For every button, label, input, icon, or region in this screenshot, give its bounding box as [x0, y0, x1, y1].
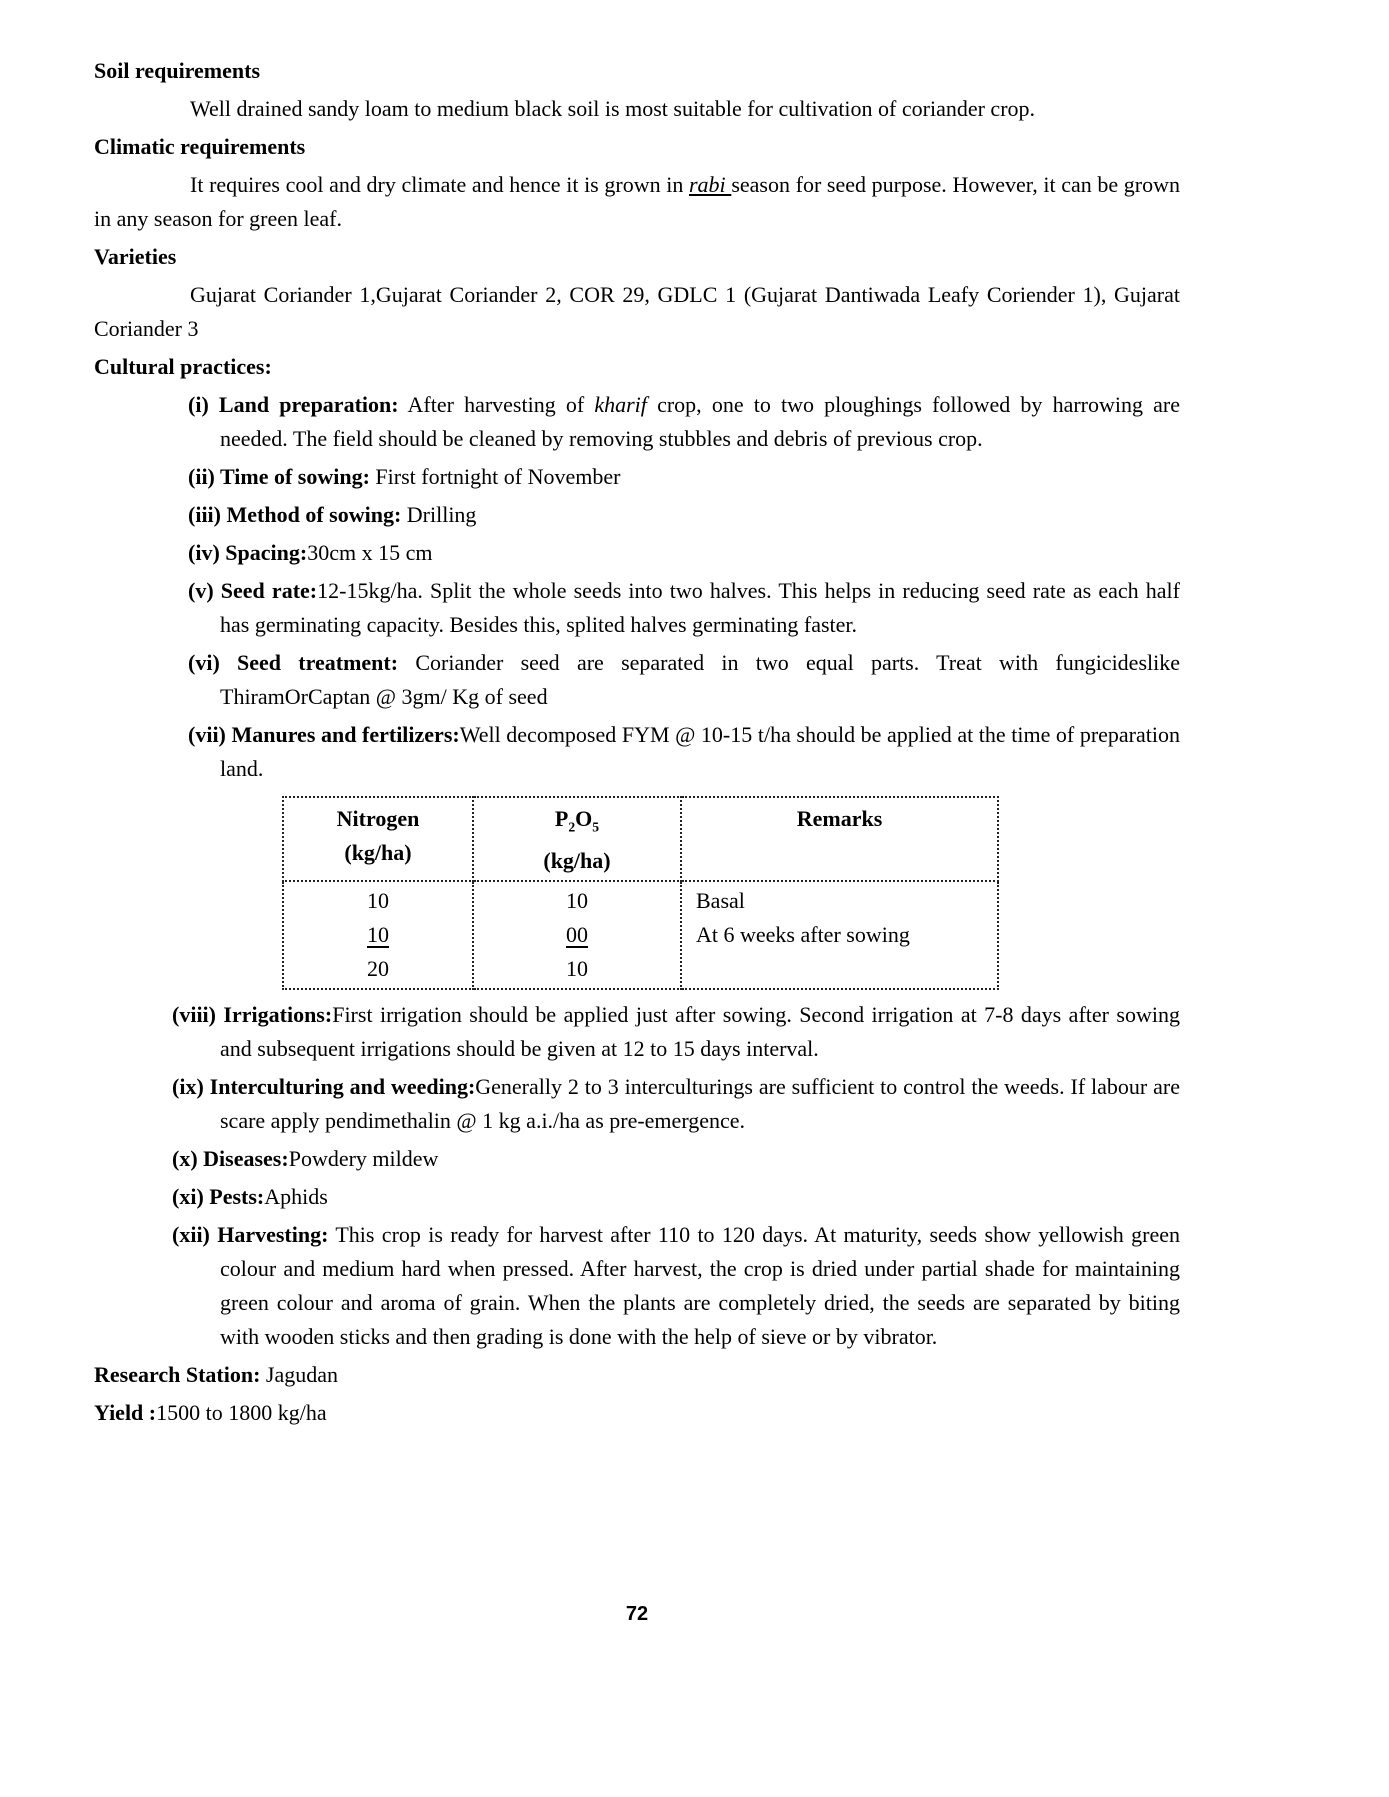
nitrogen-header-unit: (kg/ha) — [344, 840, 412, 865]
yield-label: Yield : — [94, 1400, 157, 1426]
practice-text-xii: This crop is ready for harvest after 110 to 120 days. At maturity, seeds show yellowish green colour and medium hard when pressed. After harvest, the crop is dried under partial shade for maintaining green colour and aroma of grain. When the plants are completely dried, the seeds are separated by biting with wooden sticks and then grading is done with the help of sieve or by vibrator. — [220, 1222, 1180, 1350]
yield-line — [94, 1396, 1180, 1430]
paragraph-soil: Well drained sandy loam to medium black soil is most suitable for cultivation of coriander crop. — [190, 96, 1036, 121]
practice-label-ix: (ix) Interculturing and weeding: — [172, 1074, 476, 1100]
remark-value-2: At 6 weeks after sowing — [696, 922, 910, 948]
heading-climatic-requirements: Climatic requirements — [94, 134, 306, 159]
p2o5-header-unit: (kg/ha) — [543, 848, 611, 874]
heading-soil-requirements: Soil requirements — [94, 58, 261, 83]
practice-item-x — [94, 1142, 1180, 1176]
practice-item-vi — [94, 646, 1180, 714]
nitrogen-value-2: 10 — [367, 922, 389, 948]
nitrogen-value-3: 20 — [367, 956, 389, 982]
practice-text-v: 12-15kg/ha. Split the whole seeds into two halves. This helps in reducing seed rate as each half has germinating capacity. Besides this, splited halves germinating faster. — [220, 578, 1180, 637]
practice-item-iv — [94, 536, 1180, 570]
remark-value-3 — [696, 952, 993, 986]
table-header-nitrogen — [283, 797, 473, 881]
practice-item-vii — [94, 718, 1180, 786]
p2o5-value-1: 10 — [566, 888, 588, 914]
practice-item-v — [94, 574, 1180, 642]
fertilizer-table-header-row — [283, 797, 998, 881]
practice-label-vi: (vi) Seed treatment: — [188, 650, 399, 675]
practice-label-vii: (vii) Manures and fertilizers: — [188, 722, 460, 747]
practice-label-ii: (ii) Time of sowing: — [188, 464, 370, 489]
practice-label-viii: (viii) Irrigations: — [172, 1002, 333, 1028]
nitrogen-values-cell — [283, 881, 473, 989]
practice-label-xii: (xii) Harvesting: — [172, 1222, 329, 1248]
climatic-text-before: It requires cool and dry climate and hence it is grown in — [190, 172, 689, 197]
practice-item-iii — [94, 498, 1180, 532]
practice-label-iv: (iv) Spacing: — [188, 540, 308, 565]
climatic-text-after: season for seed purpose. However, it can be grown in any season for green leaf. — [94, 172, 1180, 231]
practice-text-iii: Drilling — [401, 502, 477, 527]
practice-item-ii — [94, 460, 1180, 494]
practice-text-iv: 30cm x 15 cm — [307, 540, 433, 565]
practice-text-viii: First irrigation should be applied just after sowing. Second irrigation at 7-8 days after sowing and subsequent irrigations should be given at 12 to 15 days interval. — [220, 1002, 1180, 1062]
remarks-header-label: Remarks — [796, 806, 883, 831]
research-station-value: Jagudan — [260, 1362, 339, 1388]
paragraph-climatic — [94, 168, 1180, 236]
fertilizer-table-body-row — [283, 881, 998, 989]
research-station-label: Research Station: — [94, 1362, 261, 1388]
fertilizer-table — [282, 796, 999, 990]
practice-text-i-a: After harvesting of — [398, 392, 595, 417]
practice-text-vii: Well decomposed FYM @ 10-15 t/ha should be applied at the time of preparation land. — [220, 722, 1180, 781]
practice-item-viii — [94, 998, 1180, 1066]
heading-cultural-practices: Cultural practices: — [94, 354, 272, 379]
practice-item-xii — [94, 1218, 1180, 1354]
practice-label-x: (x) Diseases: — [172, 1146, 289, 1172]
p2o5-value-3: 10 — [566, 956, 588, 982]
yield-value: 1500 to 1800 kg/ha — [156, 1400, 327, 1426]
table-header-remarks — [681, 797, 998, 881]
practice-text-vi: Coriander seed are separated in two equal parts. Treat with fungicideslike ThiramOrCaptan @ 3gm/ Kg of seed — [220, 650, 1180, 709]
remark-value-1: Basal — [696, 888, 745, 914]
kharif-italic-term: kharif — [594, 392, 647, 417]
nitrogen-header-label: Nitrogen — [336, 806, 420, 831]
p2o5-p: P — [554, 806, 569, 831]
practice-label-i: (i) Land preparation: — [188, 392, 399, 417]
research-station-line — [94, 1358, 1180, 1392]
table-header-p2o5 — [473, 797, 681, 881]
practice-label-xi: (xi) Pests: — [172, 1184, 265, 1210]
p2o5-sub5: 5 — [592, 819, 600, 835]
heading-varieties: Varieties — [94, 244, 177, 269]
p2o5-o: O — [575, 806, 593, 831]
practice-label-v: (v) Seed rate: — [188, 578, 318, 603]
page-number: 72 — [625, 1603, 649, 1625]
practice-item-xi — [94, 1180, 1180, 1214]
p2o5-header-label — [478, 802, 676, 844]
practice-text-xi: Aphids — [264, 1184, 328, 1210]
nitrogen-value-1: 10 — [367, 888, 389, 914]
p2o5-sub2: 2 — [568, 819, 576, 835]
p2o5-value-2: 00 — [566, 922, 588, 948]
rabi-italic-term: rabi — [689, 172, 732, 197]
practice-text-i-b: crop, one to two ploughings followed by harrowing are needed. The field should be cleaned by removing stubbles and debris of previous crop. — [220, 392, 1181, 451]
p2o5-values-cell — [473, 881, 681, 989]
practice-label-iii: (iii) Method of sowing: — [188, 502, 402, 527]
practice-text-x: Powdery mildew — [288, 1146, 439, 1172]
practice-item-i — [94, 388, 1180, 456]
remarks-values-cell — [681, 881, 998, 989]
practice-text-ii: First fortnight of November — [369, 464, 621, 489]
paragraph-varieties: Gujarat Coriander 1,Gujarat Coriander 2, COR 29, GDLC 1 (Gujarat Dantiwada Leafy Coriender 1), Gujarat Coriander 3 — [94, 282, 1180, 341]
practice-text-ix: Generally 2 to 3 interculturings are sufficient to control the weeds. If labour are scare apply pendimethalin @ 1 kg a.i./ha as pre-emergence. — [220, 1074, 1180, 1134]
practice-item-ix — [94, 1070, 1180, 1138]
